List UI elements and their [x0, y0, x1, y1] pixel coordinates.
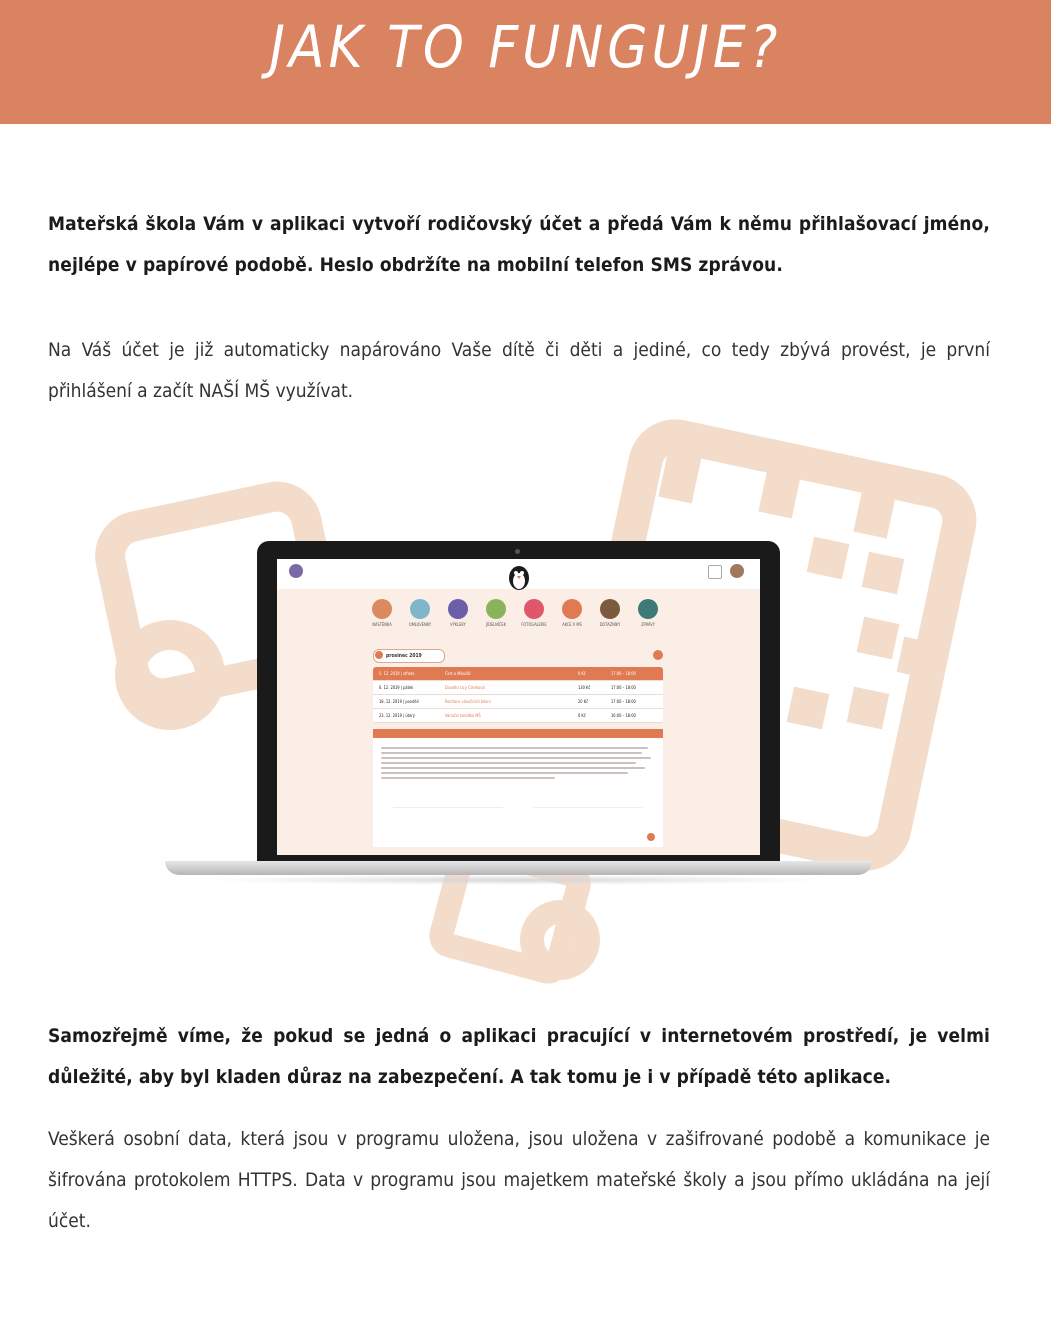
nav-item-icon: [448, 599, 468, 619]
price-block: [393, 807, 503, 824]
nav-item: [597, 599, 623, 627]
close-icon: [647, 833, 655, 841]
security-paragraph: Samozřejmě víme, že pokud se jedná o aplikaci pracující v internetovém prostředí, je velmi důležité, aby byl kladen důraz na zabezpečení. A tak tomu je i v případě této aplikace.: [48, 1025, 990, 1088]
row-date: 6. 12. 2019 | pátek: [379, 685, 414, 690]
month-bar: [373, 649, 663, 661]
note-block: [533, 807, 643, 824]
row-price: 130 Kč: [578, 685, 591, 690]
nav-item: [483, 599, 509, 627]
row-time: 17:00 – 18:00: [611, 699, 636, 704]
nav-item-label: DOTAZNÍKY: [599, 622, 621, 627]
event-detail: [373, 729, 663, 847]
header-banner: [0, 0, 1051, 124]
nav-item-label: NÁSTĚNKA: [372, 622, 392, 627]
next-icon: [653, 650, 663, 660]
row-time: 16:00 – 18:00: [611, 713, 636, 718]
nav-item-icon: [562, 599, 582, 619]
row-name: Divadlo Lícy Cilerková: [445, 685, 485, 690]
nav-item: [521, 599, 547, 627]
table-row: [373, 709, 663, 723]
encryption-paragraph: Veškerá osobní data, která jsou v programu uložena, jsou uložena v zašifrované podobě a komunikace je šifrována protokolem HTTPS. Data v programu jsou majetkem mateřské školy a jsou přímo ukládána na její účet.: [48, 1128, 990, 1232]
avatar: [730, 564, 744, 578]
page-title: JAK TO FUNGUJE?: [269, 14, 782, 82]
app-nav: [369, 599, 669, 639]
nav-item-icon: [486, 599, 506, 619]
month-selector: prosinec 2019: [373, 649, 445, 663]
nav-item-icon: [600, 599, 620, 619]
nav-item-icon: [638, 599, 658, 619]
events-table: [373, 667, 663, 723]
laptop-base: [165, 861, 872, 875]
row-name: Recitace vánočních básní: [445, 699, 491, 704]
laptop-mockup: [165, 541, 872, 891]
nav-item-label: AKCE V MŠ: [562, 622, 582, 627]
nav-item-icon: [372, 599, 392, 619]
pairing-paragraph: Na Váš účet je již automaticky napárováno Vaše dítě či děti a jediné, co tedy zbývá provést, je první přihlášení a začít NAŠÍ MŠ využívat.: [48, 339, 990, 402]
event-detail-title: Čert a Mikuláš: [379, 740, 405, 745]
nav-item: [635, 599, 661, 627]
row-price: 0 Kč: [578, 671, 586, 676]
row-date: 18. 12. 2019 | pondělí: [379, 699, 419, 704]
table-row: [373, 681, 663, 695]
school-logo-icon: [289, 564, 303, 578]
event-detail-header: [373, 729, 663, 745]
settings-icon: [708, 565, 722, 579]
nav-item-icon: [524, 599, 544, 619]
row-name: Čert a Mikuláš: [445, 671, 471, 676]
laptop-screen-bezel: [257, 541, 780, 863]
prev-month-icon: [375, 651, 383, 659]
row-time: 17:00 – 18:00: [611, 685, 636, 690]
table-row: [373, 695, 663, 709]
row-name: Vánoční besídka MŠ: [445, 713, 481, 718]
nav-item-label: FOTOGALERIE: [521, 622, 547, 627]
row-price: 0 Kč: [578, 713, 586, 718]
app-topbar: [277, 559, 760, 589]
nav-item-icon: [410, 599, 430, 619]
intro-paragraph: Mateřská škola Vám v aplikaci vytvoří rodičovský účet a předá Vám k němu přihlašovací jméno, nejlépe v papírové podobě. Heslo obdržíte na mobilní telefon SMS zprávou.: [48, 213, 990, 276]
laptop-shadow: [205, 875, 832, 885]
row-date: 23. 12. 2019 | úterý: [379, 713, 415, 718]
detail-footer: [381, 833, 655, 841]
penguin-logo-icon: [505, 562, 533, 592]
app-screenshot: [277, 559, 760, 855]
nav-item-label: JÍDELNÍČEK: [485, 622, 507, 627]
row-time: 17:00 – 18:00: [611, 671, 636, 676]
nav-item-label: OMLUVENKY: [408, 622, 432, 627]
camera-icon: [515, 549, 520, 554]
row-date: 5. 12. 2019 | středa: [379, 671, 415, 676]
nav-item-label: VÝKLEKY: [450, 622, 466, 627]
row-price: 20 Kč: [578, 699, 589, 704]
nav-item: [559, 599, 585, 627]
table-row: [373, 667, 663, 681]
nav-item: [445, 599, 471, 627]
nav-item-label: ZPRÁVY: [641, 622, 655, 627]
nav-item: [369, 599, 395, 627]
nav-item: [407, 599, 433, 627]
